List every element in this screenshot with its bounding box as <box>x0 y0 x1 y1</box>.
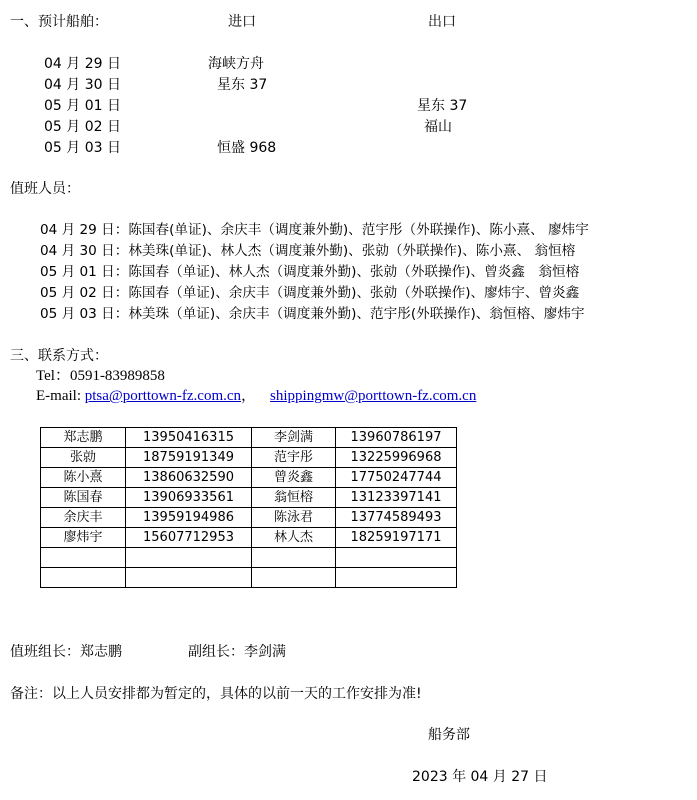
contact-name-cell: 陈国春 <box>41 488 126 508</box>
vessel-date: 05 月 01 日 <box>44 98 121 114</box>
department: 船务部 <box>428 727 470 743</box>
contact-table-row <box>41 548 457 568</box>
vessel-date: 05 月 03 日 <box>44 140 121 156</box>
contact-name-cell: 陈小熹 <box>41 468 126 488</box>
contact-table-row <box>41 468 457 488</box>
contact-table-row <box>41 568 457 588</box>
contact-phone-cell: 13860632590 <box>126 468 252 488</box>
contact-phone-cell: 13774589493 <box>336 508 457 528</box>
contact-name-cell: 陈泳君 <box>252 508 336 528</box>
vessel-outbound: 福山 <box>424 119 452 135</box>
vessel-date: 04 月 30 日 <box>44 77 121 93</box>
remark: 备注：以上人员安排都为暂定的，具体的以前一天的工作安排为准! <box>10 686 422 702</box>
outbound-column-header: 出口 <box>428 14 456 30</box>
contact-name-cell: 张勍 <box>41 448 126 468</box>
contact-table-body <box>41 428 457 588</box>
email-line <box>36 387 476 405</box>
contact-name-cell: 李剑满 <box>252 428 336 448</box>
contact-name-cell <box>252 568 336 588</box>
contact-name-cell: 余庆丰 <box>41 508 126 528</box>
contact-phone-cell: 13959194986 <box>126 508 252 528</box>
contact-table-row <box>41 448 457 468</box>
contact-name-cell <box>252 548 336 568</box>
contact-phone-cell: 13123397141 <box>336 488 457 508</box>
contact-name-cell <box>41 548 126 568</box>
vessel-date: 04 月 29 日 <box>44 56 121 72</box>
contact-name-cell: 翁恒榕 <box>252 488 336 508</box>
vessel-inbound: 海峡方舟 <box>208 56 264 72</box>
vessel-outbound: 星东 37 <box>417 98 468 114</box>
document-date: 2023 年 04 月 27 日 <box>412 769 548 785</box>
vessel-inbound: 恒盛 968 <box>217 140 277 156</box>
contact-table-row <box>41 528 457 548</box>
email-separator: ， <box>241 388 257 404</box>
telephone: Tel：0591-83989858 <box>36 368 165 384</box>
contact-name-cell: 郑志鹏 <box>41 428 126 448</box>
email-link-shipping[interactable]: shippingmw@porttown-fz.com.cn <box>270 388 477 404</box>
duty-row: 04 月 29 日：陈国春(单证)、余庆丰（调度兼外勤)、范宇彤（外联操作)、陈小熹、 廖炜宇 <box>40 222 589 238</box>
contact-table <box>40 427 457 588</box>
deputy-leader: 副组长：李剑满 <box>188 644 286 660</box>
contact-phone-cell <box>336 568 457 588</box>
contact-heading: 三、联系方式： <box>10 348 108 364</box>
contact-phone-cell <box>126 548 252 568</box>
contact-phone-cell: 18259197171 <box>336 528 457 548</box>
email-link-ptsa[interactable]: ptsa@porttown-fz.com.cn <box>84 388 242 404</box>
contact-name-cell <box>41 568 126 588</box>
vessel-inbound: 星东 37 <box>217 77 268 93</box>
duty-row: 05 月 02 日：陈国春（单证)、余庆丰（调度兼外勤)、张勍（外联操作)、廖炜宇、曾炎鑫 <box>40 285 580 301</box>
contact-phone-cell: 15607712953 <box>126 528 252 548</box>
contact-phone-cell: 13960786197 <box>336 428 457 448</box>
duty-row: 05 月 03 日：林美珠（单证)、余庆丰（调度兼外勤)、范宇彤(外联操作)、翁恒榕、廖炜宇 <box>40 306 585 322</box>
contact-phone-cell: 17750247744 <box>336 468 457 488</box>
duty-row: 04 月 30 日：林美珠(单证)、林人杰（调度兼外勤)、张勍（外联操作)、陈小熹、 翁恒榕 <box>40 243 576 259</box>
inbound-column-header: 进口 <box>228 14 256 30</box>
contact-phone-cell <box>126 568 252 588</box>
contact-name-cell: 廖炜宇 <box>41 528 126 548</box>
contact-phone-cell: 13225996968 <box>336 448 457 468</box>
contact-name-cell: 曾炎鑫 <box>252 468 336 488</box>
contact-name-cell: 范宇彤 <box>252 448 336 468</box>
duty-staff-heading: 值班人员： <box>10 181 80 197</box>
vessel-date: 05 月 02 日 <box>44 119 121 135</box>
contact-phone-cell <box>336 548 457 568</box>
contact-table-row <box>41 508 457 528</box>
contact-table-row <box>41 428 457 448</box>
vessels-heading: 一、预计船舶： <box>10 14 108 30</box>
duty-leader: 值班组长：郑志鹏 <box>10 644 122 660</box>
contact-name-cell: 林人杰 <box>252 528 336 548</box>
contact-phone-cell: 13906933561 <box>126 488 252 508</box>
contact-phone-cell: 18759191349 <box>126 448 252 468</box>
duty-row: 05 月 01 日：陈国春（单证)、林人杰（调度兼外勤)、张勍（外联操作)、曾炎鑫 翁恒榕 <box>40 264 580 280</box>
contact-table-row <box>41 488 457 508</box>
contact-phone-cell: 13950416315 <box>126 428 252 448</box>
email-label: E-mail: <box>36 388 85 404</box>
